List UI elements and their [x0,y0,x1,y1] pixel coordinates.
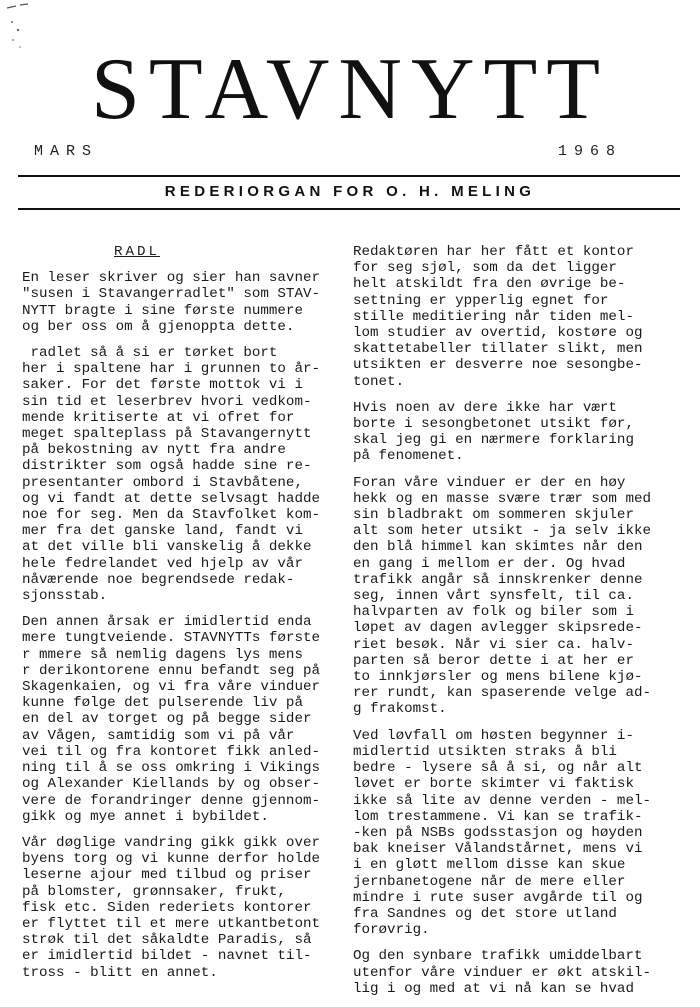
paragraph: Foran våre vinduer er der en høy hekk og en masse svære trær som med sin bladbrakt om sommeren skjuler alt som heter utsikt - ja selv ikke den blå himmel kan skimtes når den en gang i mellom er der. Og hvad trafikk angår så innskrenker denne seg, innen vårt synsfelt, til ca. halvparten av folk og biler som i løpet av dagen avlegger skipsrede- riet besøk. Når vi sier ca. halv- parten så beror dette i at her er to innkjørsler og mens bilene kjø- rer rundt, kan spaserende velge ad- g frakomst. [353,474,651,718]
paragraph: Den annen årsak er imidlertid enda mere tungtveiende. STAVNYTTs første r mmere så nemlig dagens lys mens r derikontorene ennu befandt seg på Skagenkaien, og vi fra våre vinduer kunne følge det pulserende liv på en del av torget og på begge sider av Vågen, samtidig som vi på vår vei til og fra kontoret fikk anled- ning til å se oss omkring i Vikings og Alexander Kiellands by og obser- vere de forandringer denne gjennom- gikk og mye annet i bybildet. [22,614,320,825]
paragraph: Redaktøren har her fått et kontor for seg sjøl, som da det ligger helt atskildt fra den øvrige be- settning er ypperlig egnet for stille meditiering når tiden mel- lom studier av overtid, kostøre og skattetabeller tillater slikt, men utsikten er desverre noe sesongbe- tonet. [353,244,643,390]
divider-top [18,175,680,177]
right-column [353,244,683,1007]
divider-bottom [18,208,680,210]
issue-year: 1968 [558,143,623,160]
article-heading: RADL [114,244,161,260]
left-column [22,244,340,991]
paragraph: En leser skriver og sier han savner "susen i Stavangerradlet" som STAV- NYTT bragte i sine første nummere og ber oss om å gjenoppta dette. [22,270,320,335]
paragraph: Og den synbare trafikk umiddelbart utenfor våre vinduer er økt atskil- lig i og med at vi nå kan se hvad [353,948,651,997]
issue-month: MARS [34,143,99,160]
paragraph: Ved løvfall om høsten begynner i- midlertid utsikten straks å bli bedre - lysere så å si, og når alt løvet er borte skimter vi faktisk ikke så lite av denne verden - mel- lom trestammene. Vi kan se trafik- -ken på NSBs godsstasjon og høyden bak kneiser Vålandstårnet, mens vi i en gløtt mellom disse kan skue jernbanetogene når de mere eller mindre i rute suser avgårde til og fra Sandnes og det store utland forøvrig. [353,727,651,939]
masthead-title: STAVNYTT [90,41,609,138]
subtitle: REDERIORGAN FOR O. H. MELING [164,183,536,200]
paragraph: Hvis noen av dere ikke har vært borte i sesongbetonet utsikt før, skal jeg gi en nærmere forklaring på fenomenet. [353,399,634,465]
paragraph: Vår døglige vandring gikk gikk over byens torg og vi kunne derfor holde leserne ajour med tilbud og priser på blomster, grønnsaker, frukt, fisk etc. Siden rederiets kontorer er flyttet til et mere utkantbetont strøk til det såkaldte Paradis, så er imidlertid bildet - navnet til- tross - blitt en annet. [22,834,320,981]
paragraph: radlet så å si er tørket bort her i spaltene har i grunnen to år- saker. For det første mottok vi i sin tid et leserbrev hvori vedkom- mende kritiserte at vi ofret for meget spalteplass på Stavangernytt på bekostning av nytt fra andre distrikter som også hadde sine re- presentanter ombord i Stavbåtene, og vi fandt at dette selvsagt hadde noe for seg. Men da Stavfolket kom- mer fra det ganske land, fandt vi at det ville bli vanskelig å dekke hele fedrelandet ved hjelp av vår nåværende noe begrendsede redak- sjonsstab. [22,345,320,605]
